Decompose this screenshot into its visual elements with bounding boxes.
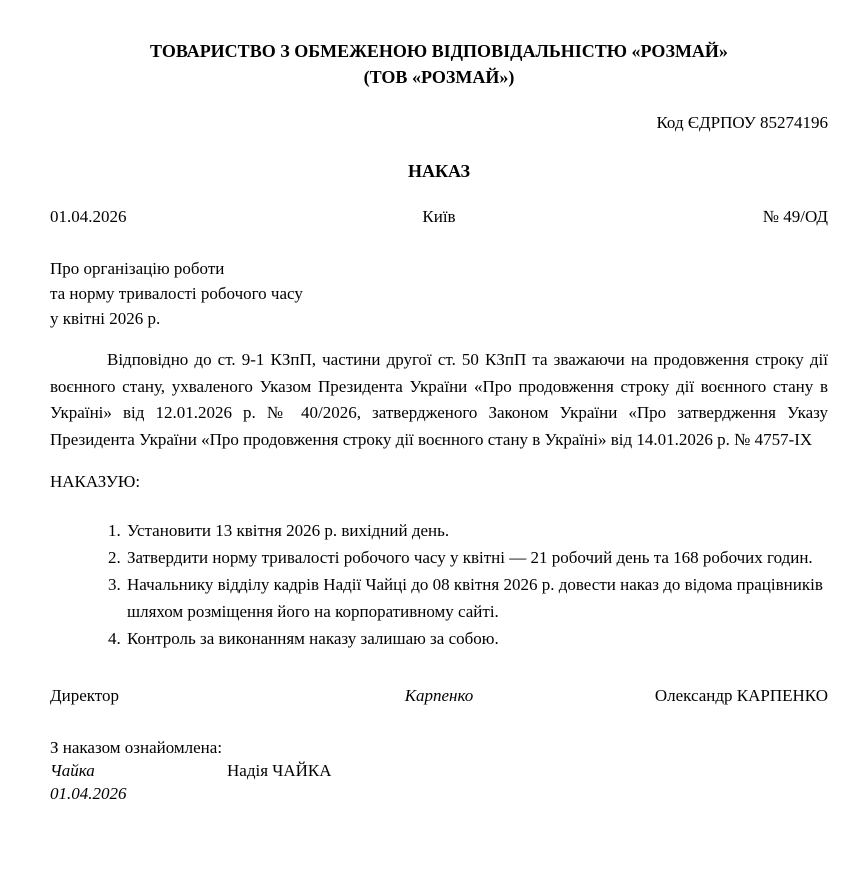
order-item-4: 4. Контроль за виконанням наказу залишаю за собою. [125, 625, 828, 652]
acknowledger-handwritten-signature: Чайка [50, 761, 95, 780]
subject-line-2: та норму тривалості робочого часу [50, 284, 303, 303]
acknowledgement-label: З наказом ознайомлена: [50, 738, 223, 757]
acknowledgement-signature-row [50, 759, 828, 782]
document-type-title: НАКАЗ [407, 161, 471, 181]
order-subject [50, 256, 828, 331]
acknowledgement-block [50, 736, 828, 805]
order-preamble: Відповідно до ст. 9-1 КЗпП, частини другої ст. 50 КЗпП та зважаючи на продовження строку дії воєнного стану, ухваленого Указом Президента України «Про продовження строку дії воєнного стану в Україні» від 12.01.2026 р. № 40/2026, затвердженого Законом України «Про затвердження Указу Президента України «Про продовження строку дії воєнного стану в Україні» від 14.01.2026 р. № 4757-IX [50, 350, 828, 449]
subject-line-3: у квітні 2026 р. [50, 309, 161, 328]
acknowledger-full-name: Надія ЧАЙКА [227, 761, 332, 780]
order-meta-row [50, 206, 828, 228]
order-item-1: 1. Установити 13 квітня 2026 р. вихідний день. [125, 517, 828, 544]
order-items-list [50, 517, 828, 652]
signer-handwritten-signature: Карпенко [404, 686, 474, 705]
order-item-2: 2. Затвердити норму тривалості робочого часу у квітні — 21 робочий день та 168 робочих годин. [125, 544, 828, 571]
order-city: Київ [422, 207, 456, 226]
company-name-line1: ТОВАРИСТВО З ОБМЕЖЕНОЮ ВІДПОВІДАЛЬНІСТЮ «РОЗМАЙ» [150, 41, 728, 61]
signer-position: Директор [50, 686, 119, 705]
edrpou-code: Код ЄДРПОУ 85274196 [656, 113, 828, 132]
order-word: НАКАЗУЮ: [50, 472, 141, 491]
order-date: 01.04.2026 [50, 207, 127, 226]
company-name-line2: (ТОВ «РОЗМАЙ») [363, 67, 515, 87]
order-item-3: 3. Начальнику відділу кадрів Надії Чайці до 08 квітня 2026 р. довести наказ до відома працівників шляхом розміщення його на корпоративному сайті. [125, 571, 828, 625]
order-number: № 49/ОД [762, 207, 828, 226]
director-signature-row [50, 684, 828, 708]
signer-full-name: Олександр КАРПЕНКО [654, 686, 828, 705]
company-header [50, 38, 828, 90]
subject-line-1: Про організацію роботи [50, 259, 225, 278]
acknowledgement-date: 01.04.2026 [50, 784, 127, 803]
